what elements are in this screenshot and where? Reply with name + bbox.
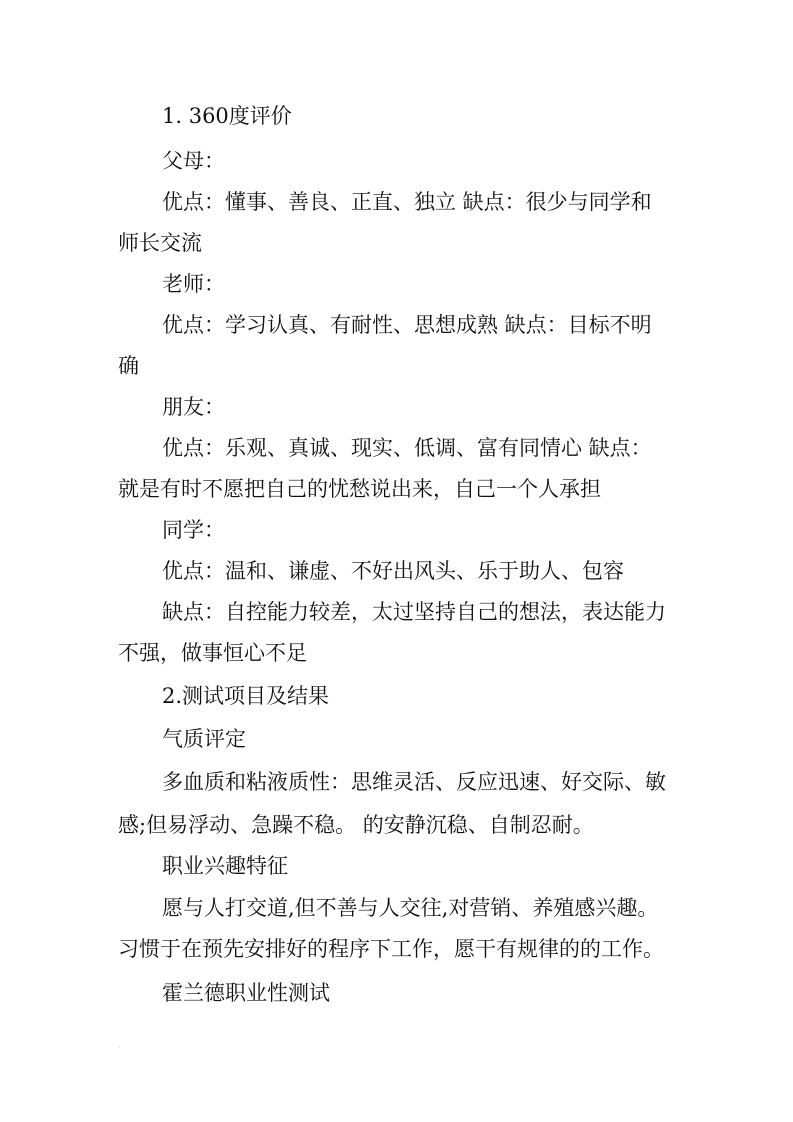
subheading-friends: 朋友： bbox=[162, 395, 225, 419]
subheading-parents: 父母： bbox=[162, 149, 225, 173]
paragraph-line: 优点：懂事、善良、正直、独立 缺点：很少与同学和 bbox=[162, 190, 652, 214]
section-heading-test-results: 2.测试项目及结果 bbox=[162, 684, 330, 708]
subheading-classmates: 同学： bbox=[162, 518, 225, 542]
paragraph-line: 感;但易浮动、急躁不稳。 的安静沉稳、自制忍耐。 bbox=[118, 813, 594, 837]
paragraph-line: 不强，做事恒心不足 bbox=[118, 641, 307, 665]
paragraph-line: 确 bbox=[118, 354, 139, 378]
paragraph-line: 愿与人打交道,但不善与人交往,对营销、养殖感兴趣。 bbox=[162, 896, 659, 920]
subheading-holland-test: 霍兰德职业性测试 bbox=[162, 981, 330, 1005]
subheading-teacher: 老师： bbox=[162, 272, 225, 296]
paragraph-line: 优点：乐观、真诚、现实、低调、富有同情心 缺点： bbox=[162, 436, 652, 460]
paragraph-line: 优点：温和、谦虚、不好出风头、乐于助人、包容 bbox=[162, 559, 624, 583]
paragraph-line: 就是有时不愿把自己的忧愁说出来，自己一个人承担 bbox=[118, 477, 601, 501]
subheading-career-interest: 职业兴趣特征 bbox=[162, 854, 288, 878]
paragraph-line: 优点：学习认真、有耐性、思想成熟 缺点：目标不明 bbox=[162, 313, 652, 337]
footer-mark: . bbox=[118, 1040, 122, 1051]
section-heading-360-evaluation: 1. 360度评价 bbox=[162, 104, 292, 128]
paragraph-line: 多血质和粘液质性：思维灵活、反应迅速、好交际、敏 bbox=[162, 770, 666, 794]
subheading-temperament: 气质评定 bbox=[162, 727, 246, 751]
paragraph-line: 习惯于在预先安排好的程序下工作，愿干有规律的的工作。 bbox=[118, 937, 664, 961]
paragraph-line: 师长交流 bbox=[118, 231, 202, 255]
paragraph-line: 缺点：自控能力较差，太过坚持自己的想法，表达能力 bbox=[162, 600, 666, 624]
